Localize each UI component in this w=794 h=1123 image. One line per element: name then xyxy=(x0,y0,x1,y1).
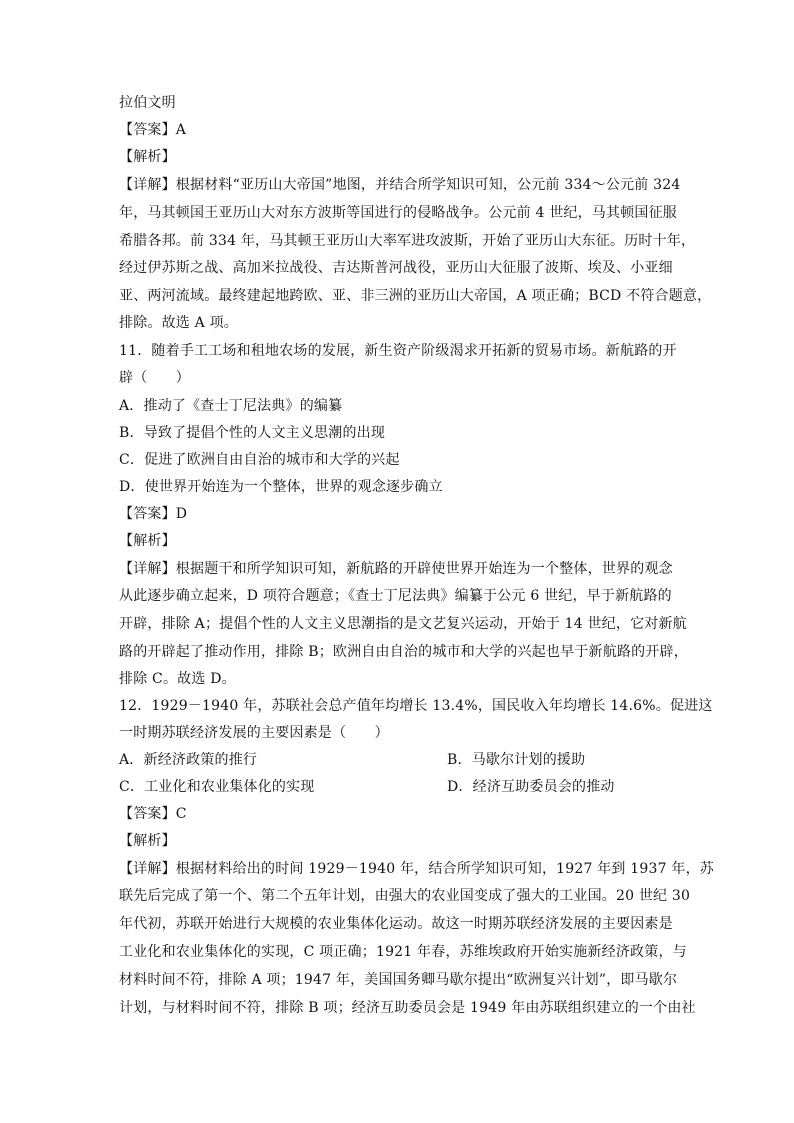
q12-detail-line: 材料时间不符，排除 A 项；1947 年，美国国务卿马歇尔提出“欧洲复兴计划”，即马歇尔 xyxy=(119,972,678,988)
q12-detail-line: 计划，与材料时间不符，排除 B 项；经济互助委员会是 1949 年由苏联组织建立的一个由社 xyxy=(119,1000,696,1016)
q12-detail-line: 【详解】根据材料给出的时间 1929－1940 年，结合所学知识可知，1927 年到 1937 年，苏 xyxy=(119,861,714,877)
q11-stem-line: 11．随着手工工场和租地农场的发展，新生资产阶级渴求开拓新的贸易市场。新航路的开 xyxy=(119,343,677,359)
q12-detail-line: 联先后完成了第一个、第二个五年计划，由强大的农业国变成了强大的工业国。20 世纪 30 xyxy=(119,888,691,904)
q12-stem-line: 一时期苏联经济发展的主要因素是（ ） xyxy=(119,725,389,741)
q11-option-b: B．导致了提倡个性的人文主义思潮的出现 xyxy=(119,425,386,441)
q10-answer: 【答案】A xyxy=(119,122,187,138)
q12-detail-line: 年代初，苏联开始进行大规模的农业集体化运动。故这一时期苏联经济发展的主要因素是 xyxy=(119,916,673,932)
q12-detail-line: 工业化和农业集体化的实现，C 项正确；1921 年春，苏维埃政府开始实施新经济政策，与 xyxy=(119,944,687,960)
q11-detail-line: 从此逐步确立起来，D 项符合题意；《查士丁尼法典》编纂于公元 6 世纪，早于新航路的 xyxy=(119,588,672,604)
q12-option-c: C．工业化和农业集体化的实现 xyxy=(119,779,315,795)
q10-detail-line: 希腊各邦。前 334 年，马其顿王亚历山大率军进攻波斯，开始了亚历山大东征。历时十年， xyxy=(119,233,696,249)
q11-detail-line: 【详解】根据题干和所学知识可知，新航路的开辟使世界开始连为一个整体，世界的观念 xyxy=(119,561,673,577)
q12-option-b: B．马歇尔计划的援助 xyxy=(447,752,586,768)
q10-detail-line: 年，马其顿国王亚历山大对东方波斯等国进行的侵略战争。公元前 4 世纪，马其顿国征服 xyxy=(119,205,678,221)
q11-option-d: D．使世界开始连为一个整体，世界的观念逐步确立 xyxy=(119,479,443,495)
q11-stem-line: 辟（ ） xyxy=(119,370,190,386)
q10-detail-line: 经过伊苏斯之战、高加米拉战役、吉达斯普河战役，亚历山大征服了波斯、埃及、小亚细 xyxy=(119,260,673,276)
q12-option-d: D．经济互助委员会的推动 xyxy=(447,779,615,795)
q12-option-a: A．新经济政策的推行 xyxy=(119,752,258,768)
q10-detail-line: 亚、两河流域。最终建起地跨欧、亚、非三洲的亚历山大帝国，A 项正确；BCD 不符合题意， xyxy=(119,288,712,304)
q11-answer: 【答案】D xyxy=(119,506,188,522)
q11-option-a: A．推动了《查士丁尼法典》的编纂 xyxy=(119,398,343,414)
q11-analysis-label: 【解析】 xyxy=(119,533,176,549)
q10-title-tail: 拉伯文明 xyxy=(119,95,176,111)
q11-option-c: C．促进了欧洲自由自治的城市和大学的兴起 xyxy=(119,452,400,468)
q12-answer: 【答案】C xyxy=(119,806,187,822)
q10-detail-line: 排除。故选 A 项。 xyxy=(119,315,239,331)
q10-detail-line: 【详解】根据材料“亚历山大帝国”地图，并结合所学知识可知，公元前 334～公元前 324 xyxy=(119,177,681,193)
q11-detail-line: 排除 C。故选 D。 xyxy=(119,671,236,687)
q11-detail-line: 开辟，排除 A；提倡个性的人文主义思潮指的是文艺复兴运动，开始于 14 世纪，它对新航 xyxy=(119,616,687,632)
q12-analysis-label: 【解析】 xyxy=(119,833,176,849)
q12-stem-line: 12．1929－1940 年，苏联社会总产值年均增长 13.4%，国民收入年均增长 14.6%。促进这 xyxy=(119,698,713,714)
q10-analysis-label: 【解析】 xyxy=(119,149,176,165)
q11-detail-line: 路的开辟起了推动作用，排除 B；欧洲自由自治的城市和大学的兴起也早于新航路的开辟， xyxy=(119,644,688,660)
